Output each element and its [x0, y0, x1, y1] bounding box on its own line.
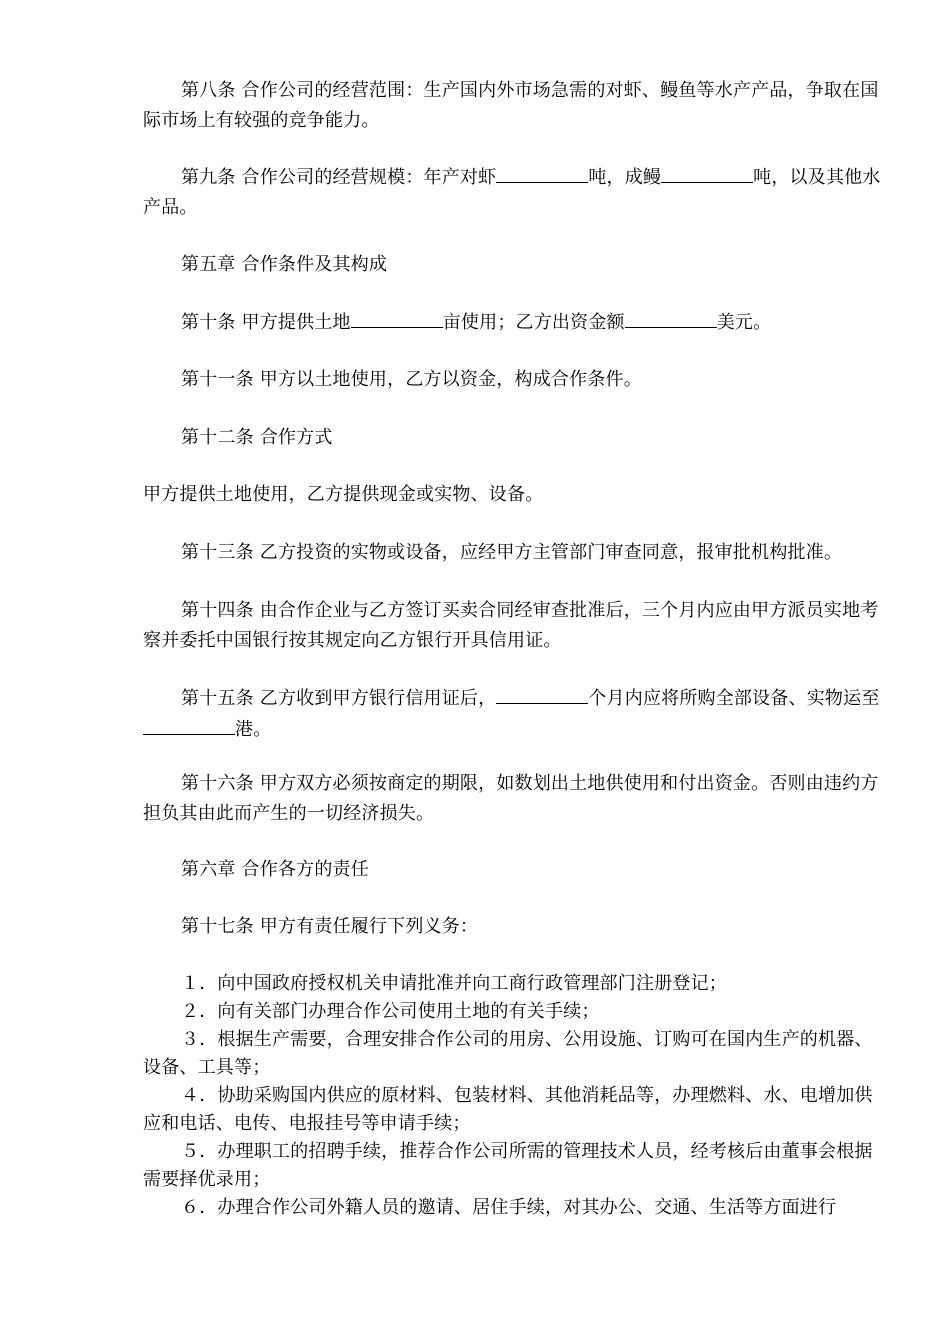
article-9-text-c: 吨，以及其他水产品。: [143, 167, 881, 218]
article-13: 第十三条 乙方投资的实物或设备，应经甲方主管部门审查同意，报审批机构批准。: [181, 542, 843, 563]
article-11: 第十一条 甲方以土地使用，乙方以资金，构成合作条件。: [181, 369, 642, 390]
list-item-4: ４．协助采购国内供应的原材料、包装材料、其他消耗品等，办理燃料、水、电增加供应和电话、电传、电报挂号等申请手续；: [143, 1085, 873, 1134]
blank-port: [143, 714, 235, 735]
list-item-3: ３．根据生产需要，合理安排合作公司的用房、公用设施、订购可在国内生产的机器、设备、工具等；: [143, 1029, 873, 1078]
article-12-body: 甲方提供土地使用，乙方提供现金或实物、设备。: [143, 484, 544, 505]
article-15-text-a: 第十五条 乙方收到甲方银行信用证后，: [181, 688, 497, 709]
article-14: 第十四条 由合作企业与乙方签订买卖合同经审查批准后，三个月内应由甲方派员实地考察并委托中国银行按其规定向乙方银行开具信用证。: [143, 600, 879, 651]
article-15-text-b: 个月内应将所购全部设备、实物运至: [588, 688, 880, 709]
article-16: 第十六条 甲方双方必须按商定的期限，如数划出土地供使用和付出资金。否则由违约方担负其由此而产生的一切经济损失。: [143, 773, 879, 824]
article-10-text-b: 亩使用；乙方出资金额: [442, 312, 625, 333]
list-item-5: ５．办理职工的招聘手续，推荐合作公司所需的管理技术人员，经考核后由董事会根据需要择优录用；: [143, 1141, 873, 1190]
blank-usd-amount: [625, 307, 717, 328]
article-12: 第十二条 合作方式: [181, 427, 333, 448]
list-item-1: １．向中国政府授权机关申请批准并向工商行政管理部门注册登记；: [181, 973, 727, 994]
article-9: [143, 162, 883, 223]
article-10-text-c: 美元。: [716, 312, 772, 333]
chapter-6-heading: 第六章 合作各方的责任: [181, 859, 369, 880]
article-8: 第八条 合作公司的经营范围：生产国内外市场急需的对虾、鳗鱼等水产产品，争取在国际市场上有较强的竞争能力。: [143, 80, 879, 131]
blank-eel-tons: [661, 162, 753, 183]
article-9-text-a: 第九条 合作公司的经营规模：年产对虾: [181, 167, 497, 188]
list-item-2: ２．向有关部门办理合作公司使用土地的有关手续；: [181, 1001, 600, 1022]
list-item-6: ６．办理合作公司外籍人员的邀请、居住手续，对其办公、交通、生活等方面进行: [181, 1197, 837, 1218]
blank-months: [496, 683, 588, 704]
article-17: 第十七条 甲方有责任履行下列义务：: [181, 916, 479, 937]
article-10-text-a: 第十条 甲方提供土地: [181, 312, 351, 333]
article-9-text-b: 吨，成鳗: [588, 167, 662, 188]
blank-land-mu: [351, 307, 443, 328]
chapter-5-heading: 第五章 合作条件及其构成: [181, 254, 388, 275]
blank-shrimp-tons: [496, 162, 588, 183]
article-10: [143, 307, 883, 338]
article-15-text-c: 港。: [235, 719, 272, 740]
article-15: [143, 683, 883, 745]
